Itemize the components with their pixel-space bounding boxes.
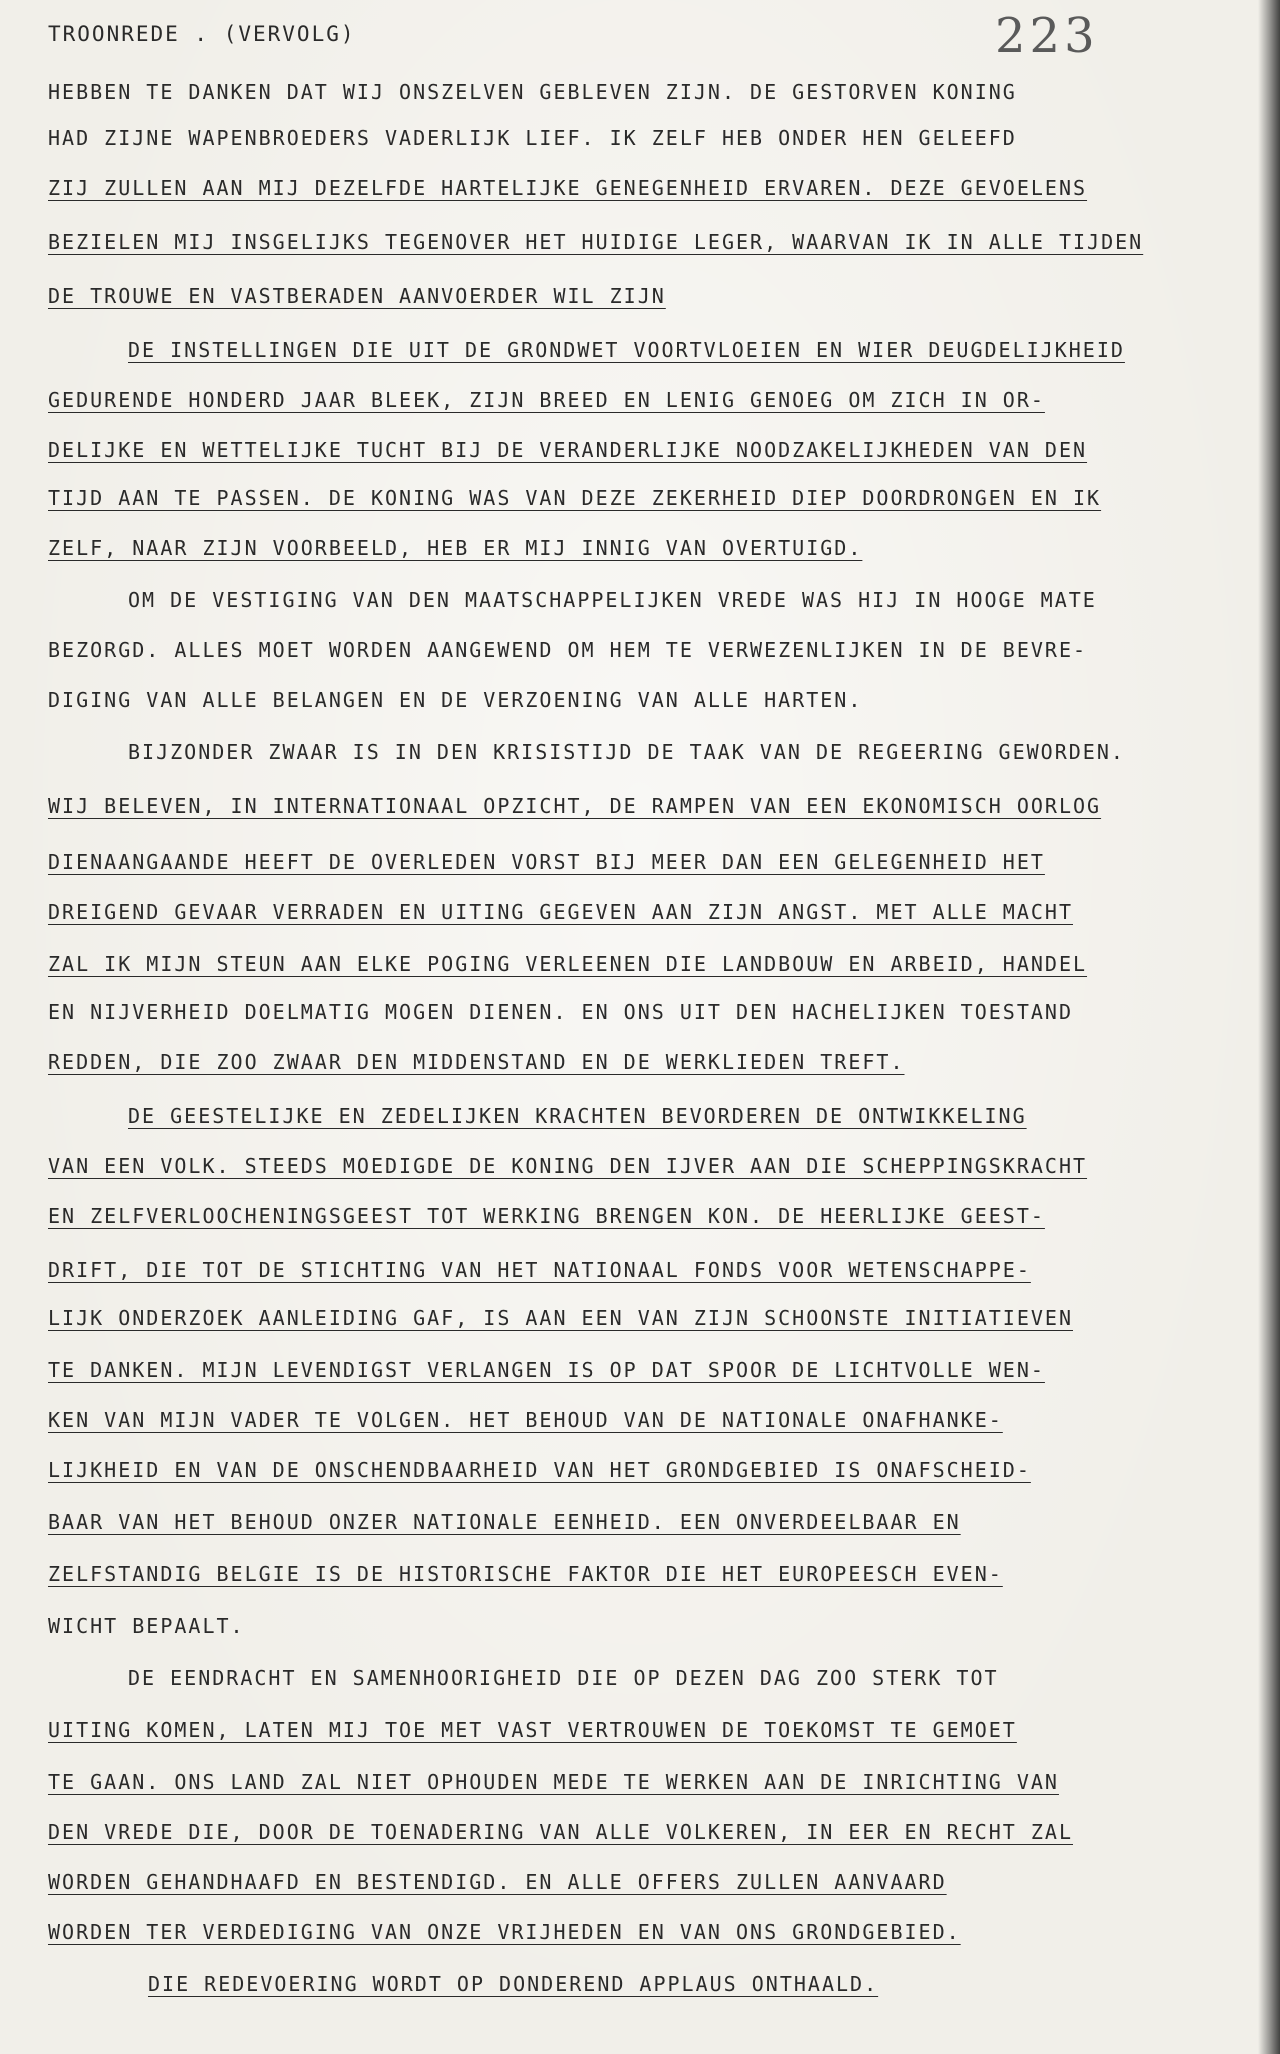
text-line: EN NIJVERHEID DOELMATIG MOGEN DIENEN. EN ONS UIT DEN HACHELIJKEN TOESTAND [48, 1000, 1073, 1024]
text-line: DIENAANGAANDE HEEFT DE OVERLEDEN VORST BIJ MEER DAN EEN GELEGENHEID HET [48, 850, 1045, 874]
text-line: ZELF, NAAR ZIJN VOORBEELD, HEB ER MIJ INNIG VAN OVERTUIGD. [48, 536, 863, 560]
text-line: BAAR VAN HET BEHOUD ONZER NATIONALE EENHEID. EEN ONVERDEELBAAR EN [48, 1510, 961, 1534]
text-line: DRIFT, DIE TOT DE STICHTING VAN HET NATIONAAL FONDS VOOR WETENSCHAPPE- [48, 1258, 1031, 1282]
text-line: DE EENDRACHT EN SAMENHOORIGHEID DIE OP DEZEN DAG ZOO STERK TOT [128, 1666, 999, 1690]
text-line: HAD ZIJNE WAPENBROEDERS VADERLIJK LIEF. IK ZELF HEB ONDER HEN GELEEFD [48, 126, 1017, 150]
text-line: DREIGEND GEVAAR VERRADEN EN UITING GEGEVEN AAN ZIJN ANGST. MET ALLE MACHT [48, 900, 1073, 924]
document-title: TROONREDE . (VERVOLG) [48, 22, 356, 46]
text-line: WIJ BELEVEN, IN INTERNATIONAAL OPZICHT, DE RAMPEN VAN EEN EKONOMISCH OORLOG [48, 794, 1102, 818]
text-line: DIE REDEVOERING WORDT OP DONDEREND APPLAUS ONTHAALD. [148, 1972, 879, 1996]
text-line: WORDEN TER VERDEDIGING VAN ONZE VRIJHEDEN EN VAN ONS GRONDGEBIED. [48, 1920, 961, 1944]
text-line: BEZORGD. ALLES MOET WORDEN AANGEWEND OM HEM TE VERWEZENLIJKEN IN DE BEVRE- [48, 638, 1088, 662]
text-line: BIJZONDER ZWAAR IS IN DEN KRISISTIJD DE TAAK VAN DE REGEERING GEWORDEN. [128, 740, 1125, 764]
text-line: VAN EEN VOLK. STEEDS MOEDIGDE DE KONING DEN IJVER AAN DIE SCHEPPINGSKRACHT [48, 1154, 1088, 1178]
page-edge-shadow [1258, 0, 1280, 2054]
text-line: WICHT BEPAALT. [48, 1614, 245, 1638]
text-line: TE GAAN. ONS LAND ZAL NIET OPHOUDEN MEDE TE WERKEN AAN DE INRICHTING VAN [48, 1770, 1059, 1794]
text-line: UITING KOMEN, LATEN MIJ TOE MET VAST VERTROUWEN DE TOEKOMST TE GEMOET [48, 1718, 1017, 1742]
text-line: BEZIELEN MIJ INSGELIJKS TEGENOVER HET HUIDIGE LEGER, WAARVAN IK IN ALLE TIJDEN [48, 230, 1144, 254]
text-line: WORDEN GEHANDHAAFD EN BESTENDIGD. EN ALLE OFFERS ZULLEN AANVAARD [48, 1870, 947, 1894]
text-line: ZELFSTANDIG BELGIE IS DE HISTORISCHE FAKTOR DIE HET EUROPEESCH EVEN- [48, 1562, 1003, 1586]
text-line: ZIJ ZULLEN AAN MIJ DEZELFDE HARTELIJKE GENEGENHEID ERVAREN. DEZE GEVOELENS [48, 176, 1088, 200]
page-number: 223 [995, 8, 1099, 64]
text-line: LIJKHEID EN VAN DE ONSCHENDBAARHEID VAN HET GRONDGEBIED IS ONAFSCHEID- [48, 1458, 1031, 1482]
text-line: HEBBEN TE DANKEN DAT WIJ ONSZELVEN GEBLEVEN ZIJN. DE GESTORVEN KONING [48, 80, 1017, 104]
text-line: DIGING VAN ALLE BELANGEN EN DE VERZOENING VAN ALLE HARTEN. [48, 688, 863, 712]
text-line: DE GEESTELIJKE EN ZEDELIJKEN KRACHTEN BEVORDEREN DE ONTWIKKELING [128, 1104, 1027, 1128]
text-line: TIJD AAN TE PASSEN. DE KONING WAS VAN DEZE ZEKERHEID DIEP DOORDRONGEN EN IK [48, 486, 1102, 510]
text-line: OM DE VESTIGING VAN DEN MAATSCHAPPELIJKEN VREDE WAS HIJ IN HOOGE MATE [128, 588, 1097, 612]
text-line: DEN VREDE DIE, DOOR DE TOENADERING VAN ALLE VOLKEREN, IN EER EN RECHT ZAL [48, 1820, 1073, 1844]
text-line: EN ZELFVERLOOCHENINGSGEEST TOT WERKING BRENGEN KON. DE HEERLIJKE GEEST- [48, 1204, 1045, 1228]
text-line: GEDURENDE HONDERD JAAR BLEEK, ZIJN BREED EN LENIG GENOEG OM ZICH IN OR- [48, 388, 1045, 412]
text-line: DE TROUWE EN VASTBERADEN AANVOERDER WIL ZIJN [48, 284, 666, 308]
text-line: KEN VAN MIJN VADER TE VOLGEN. HET BEHOUD VAN DE NATIONALE ONAFHANKE- [48, 1408, 1003, 1432]
text-line: TE DANKEN. MIJN LEVENDIGST VERLANGEN IS OP DAT SPOOR DE LICHTVOLLE WEN- [48, 1358, 1045, 1382]
text-line: DELIJKE EN WETTELIJKE TUCHT BIJ DE VERANDERLIJKE NOODZAKELIJKHEDEN VAN DEN [48, 438, 1088, 462]
text-line: ZAL IK MIJN STEUN AAN ELKE POGING VERLEENEN DIE LANDBOUW EN ARBEID, HANDEL [48, 952, 1088, 976]
text-line: REDDEN, DIE ZOO ZWAAR DEN MIDDENSTAND EN DE WERKLIEDEN TREFT. [48, 1050, 905, 1074]
text-line: LIJK ONDERZOEK AANLEIDING GAF, IS AAN EEN VAN ZIJN SCHOONSTE INITIATIEVEN [48, 1306, 1073, 1330]
text-line: DE INSTELLINGEN DIE UIT DE GRONDWET VOORTVLOEIEN EN WIER DEUGDELIJKHEID [128, 338, 1125, 362]
